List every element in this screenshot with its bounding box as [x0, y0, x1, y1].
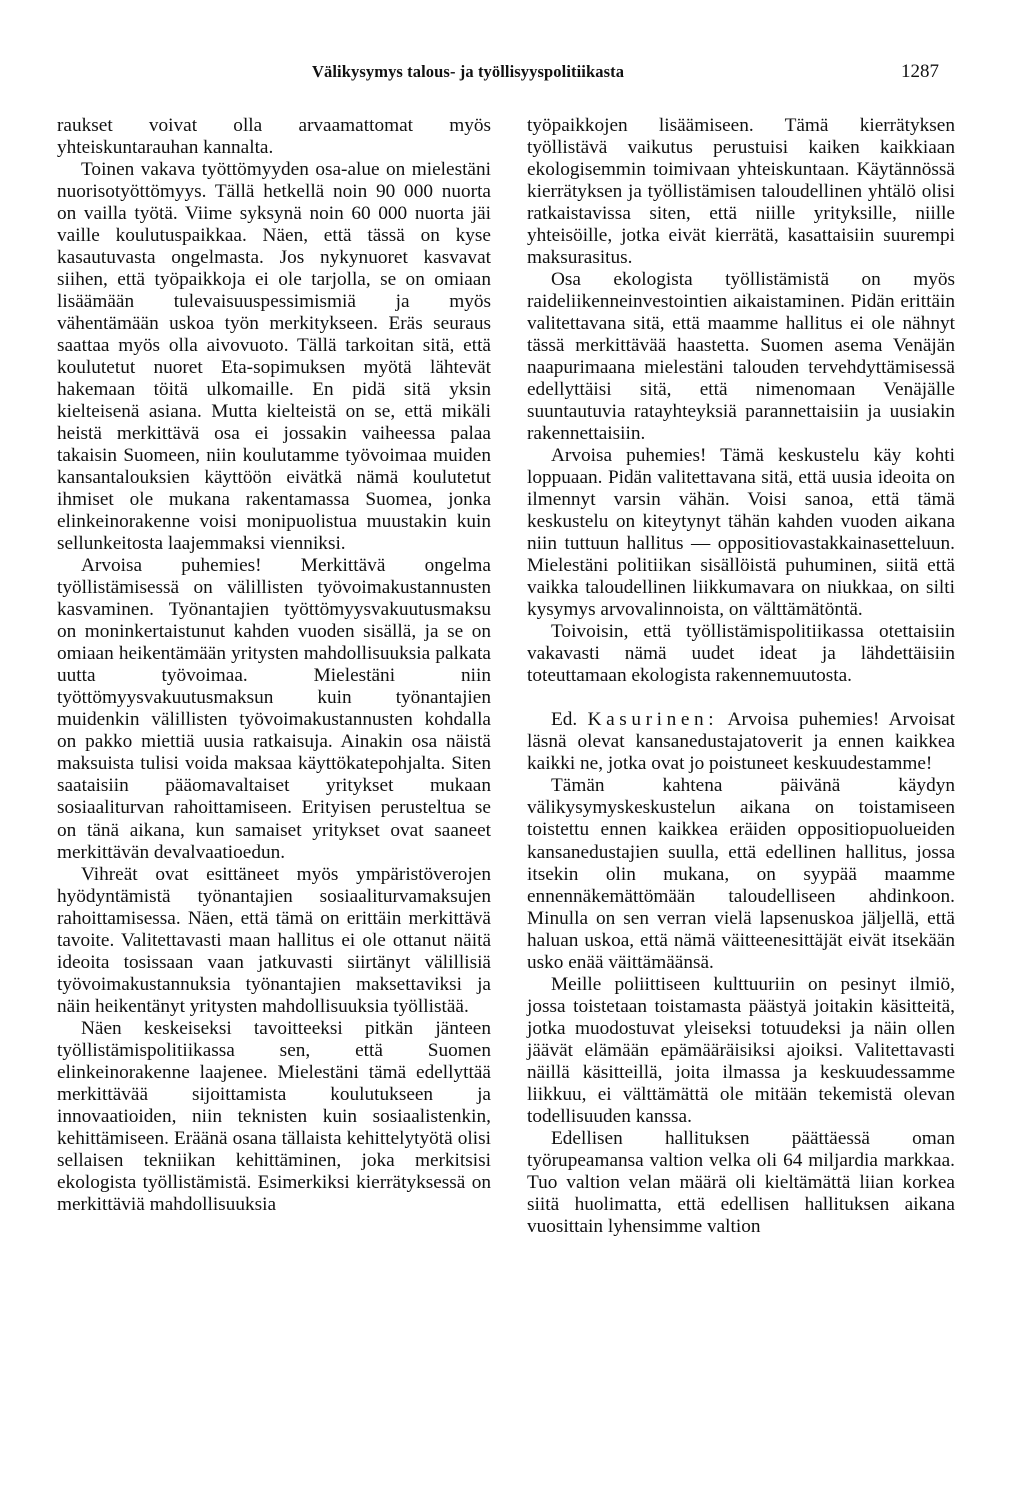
paragraph: Toivoisin, että työllistämispolitiikassa otettaisiin vakavasti nämä uudet ideat ja lähdettäisiin toteuttamaan ekologista rakennemuutosta.: [527, 621, 955, 687]
paragraph: Näen keskeiseksi tavoitteeksi pitkän jänteen työllistämispolitiikassa sen, että Suomen elinkeinorakenne laajenee. Mielestäni tämä edellyttää merkittävää sijoittamista koulutukseen ja innovaatioiden, niin teknisten kuin sosiaalistenkin, kehittämiseen. Eräänä osana tällaista kehittelytyötä olisi sellaisen tekniikan kehittäminen, joka merkitsisi ekologista työllistämistä. Esimerkiksi kierrätyksessä on merkittäviä mahdollisuuksia: [57, 1017, 491, 1215]
left-column: [57, 115, 491, 1216]
paragraph: Arvoisa puhemies! Tämä keskustelu käy kohti loppuaan. Pidän valitettavana sitä, että uusia ideoita on ilmennyt varsin vähän. Voisi sanoa, että tämä keskustelu on kiteytynyt tähän kahden vuoden aikana niin tuttuun hallitus — oppositiovastakkainasetteluun. Mielestäni politiikan sisällöistä puhuminen, siitä että vaikka taloudellinen liikkumavara on niukkaa, on silti kysymys arvovalinnoista, on välttämätöntä.: [527, 445, 955, 621]
paragraph: raukset voivat olla arvaamattomat myös yhteiskuntarauhan kannalta.: [57, 115, 491, 159]
page-number: 1287: [901, 61, 939, 82]
paragraph: Vihreät ovat esittäneet myös ympäristöverojen hyödyntämistä työnantajien sosiaaliturvamaksujen rahoittamisessa. Näen, että tämä on erittäin merkittävä tavoite. Valitettavasti maan hallitus ei ole ottanut näitä ideoita tosissaan vaan jatkuvasti siirtänyt välillisiä työvoimakustannuksia työnantajien maksettaviksi ja näin heikentänyt yritysten mahdollisuuksia työllistää.: [57, 863, 491, 1017]
speaker-text: Arvoisa puhemies! Arvoisat läsnä olevat kansanedustajatoverit ja ennen kaikkea kaikki ne, jotka ovat jo poistuneet keskuudestamme!: [527, 709, 955, 775]
running-title: Välikysymys talous- ja työllisyyspolitiikasta: [312, 62, 625, 81]
paragraph: Meille poliittiseen kulttuuriin on pesinyt ilmiö, jossa toistetaan toistamasta päästyä joitakin käsitteitä, jotka muodostuvat yleiseksi totuudeksi ja näin ollen jäävät elämään epämääräisiksi ajoiksi. Valitettavasti näillä käsitteillä, joita ilmassa ja keskuudessamme liikkuu, ei välttämättä ole mitään tekemistä olevan todellisuuden kanssa.: [527, 973, 955, 1127]
paragraph: Osa ekologista työllistämistä on myös raideliikenneinvestointien aikaistaminen. Pidän erittäin valitettavana sitä, että maamme hallitus ei ole nähnyt tässä merkittävää haastetta. Suomen asema Venäjän naapurimaana mielestäni talouden tervehdyttämisessä edellyttäisi sitä, että nimenomaan Venäjälle suuntautuvia ratayhteyksiä parannettaisiin ja uusiakin rakennettaisiin.: [527, 269, 955, 445]
paragraph: työpaikkojen lisäämiseen. Tämä kierrätyksen työllistävä vaikutus perustuisi kaiken kaikkiaan ekologisemmin toimivaan yhteiskuntaan. Käytännössä kierrätyksen ja työllistämisen taloudellinen yhtälö olisi ratkaistavissa siten, että niille yrityksille, niille yhteisöille, jotka eivät kierrätä, kasattaisiin suurempi maksurasitus.: [527, 115, 955, 269]
paragraph: Edellisen hallituksen päättäessä oman työrupeamansa valtion velka oli 64 miljardia markkaa. Tuo valtion velan määrä oli kieltämättä liian korkea siitä huolimatta, että edellisen hallituksen aikana vuosittain lyhensimme valtion: [527, 1127, 955, 1237]
speaker-paragraph: [527, 709, 955, 775]
speaker-name: Kasurinen:: [587, 709, 719, 731]
right-column: [527, 115, 955, 1238]
paragraph: Toinen vakava työttömyyden osa-alue on mielestäni nuorisotyöttömyys. Tällä hetkellä noin 90 000 nuorta on vailla työtä. Viime syksynä noin 60 000 nuorta jäi vaille koulutuspaikkaa. Näen, että tässä on kyse kasautuvasta ongelmasta. Jos nykynuoret kasvavat siihen, että työpaikkoja ei ole tarjolla, se on omiaan lisäämään tulevaisuuspessimismiä ja myös vähentämään uskoa työn merkitykseen. Eräs seuraus saattaa myös olla aivovuoto. Tällä tarkoitan sitä, että koulutetut nuoret Eta-sopimuksen myötä lähtevät hakemaan töitä ulkomaille. En pidä sitä yksin kielteisenä asiana. Mutta kielteistä on se, että mikäli heistä merkittävä osa ei jossakin vaiheessa palaa takaisin Suomeen, niin koulutamme työvoimaa muiden kansantalouksien käyttöön eivätkä nämä koulutetut ihmiset ole mukana rakentamassa Suomea, jonka elinkeinorakenne voisi monipuolistua muustakin kuin sellunkeitosta laajemmaksi vienniksi.: [57, 159, 491, 555]
paragraph: Tämän kahtena päivänä käydyn välikysymyskeskustelun aikana on toistamiseen toistettu ennen kaikkea eräiden oppositiopuolueiden kansanedustajien suulla, että edellinen hallitus, jossa itsekin olin mukana, on syypää maamme ennennäkemättömään taloudelliseen ahdinkoon. Minulla on sen verran vielä lapsenuskoa jäljellä, että haluan uskoa, että nämä väitteenesittäjät eivät itsekään usko enää väittämäänsä.: [527, 775, 955, 973]
speaker-prefix: Ed.: [551, 709, 578, 731]
running-header: [0, 62, 1024, 86]
paragraph: Arvoisa puhemies! Merkittävä ongelma työllistämisessä on välillisten työvoimakustannusten kasvaminen. Työnantajien työttömyysvakuutusmaksu on moninkertaistunut kahden vuoden sisällä, ja se on omiaan heikentämään yritysten mahdollisuuksia palkata uutta työvoimaa. Mielestäni niin työttömyysvakuutusmaksun kuin työnantajien muidenkin välillisten työvoimakustannusten kohdalla on pakko miettiä uusia ratkaisuja. Ainakin osa näistä maksuista tulisi voida maksaa käyttökatepohjalta. Siten saataisiin pääomavaltaiset yritykset mukaan sosiaaliturvan rahoittamiseen. Erityisen perusteltua se on tänä aikana, kun samaiset yritykset ovat saaneet merkittävän devalvaatioedun.: [57, 555, 491, 863]
